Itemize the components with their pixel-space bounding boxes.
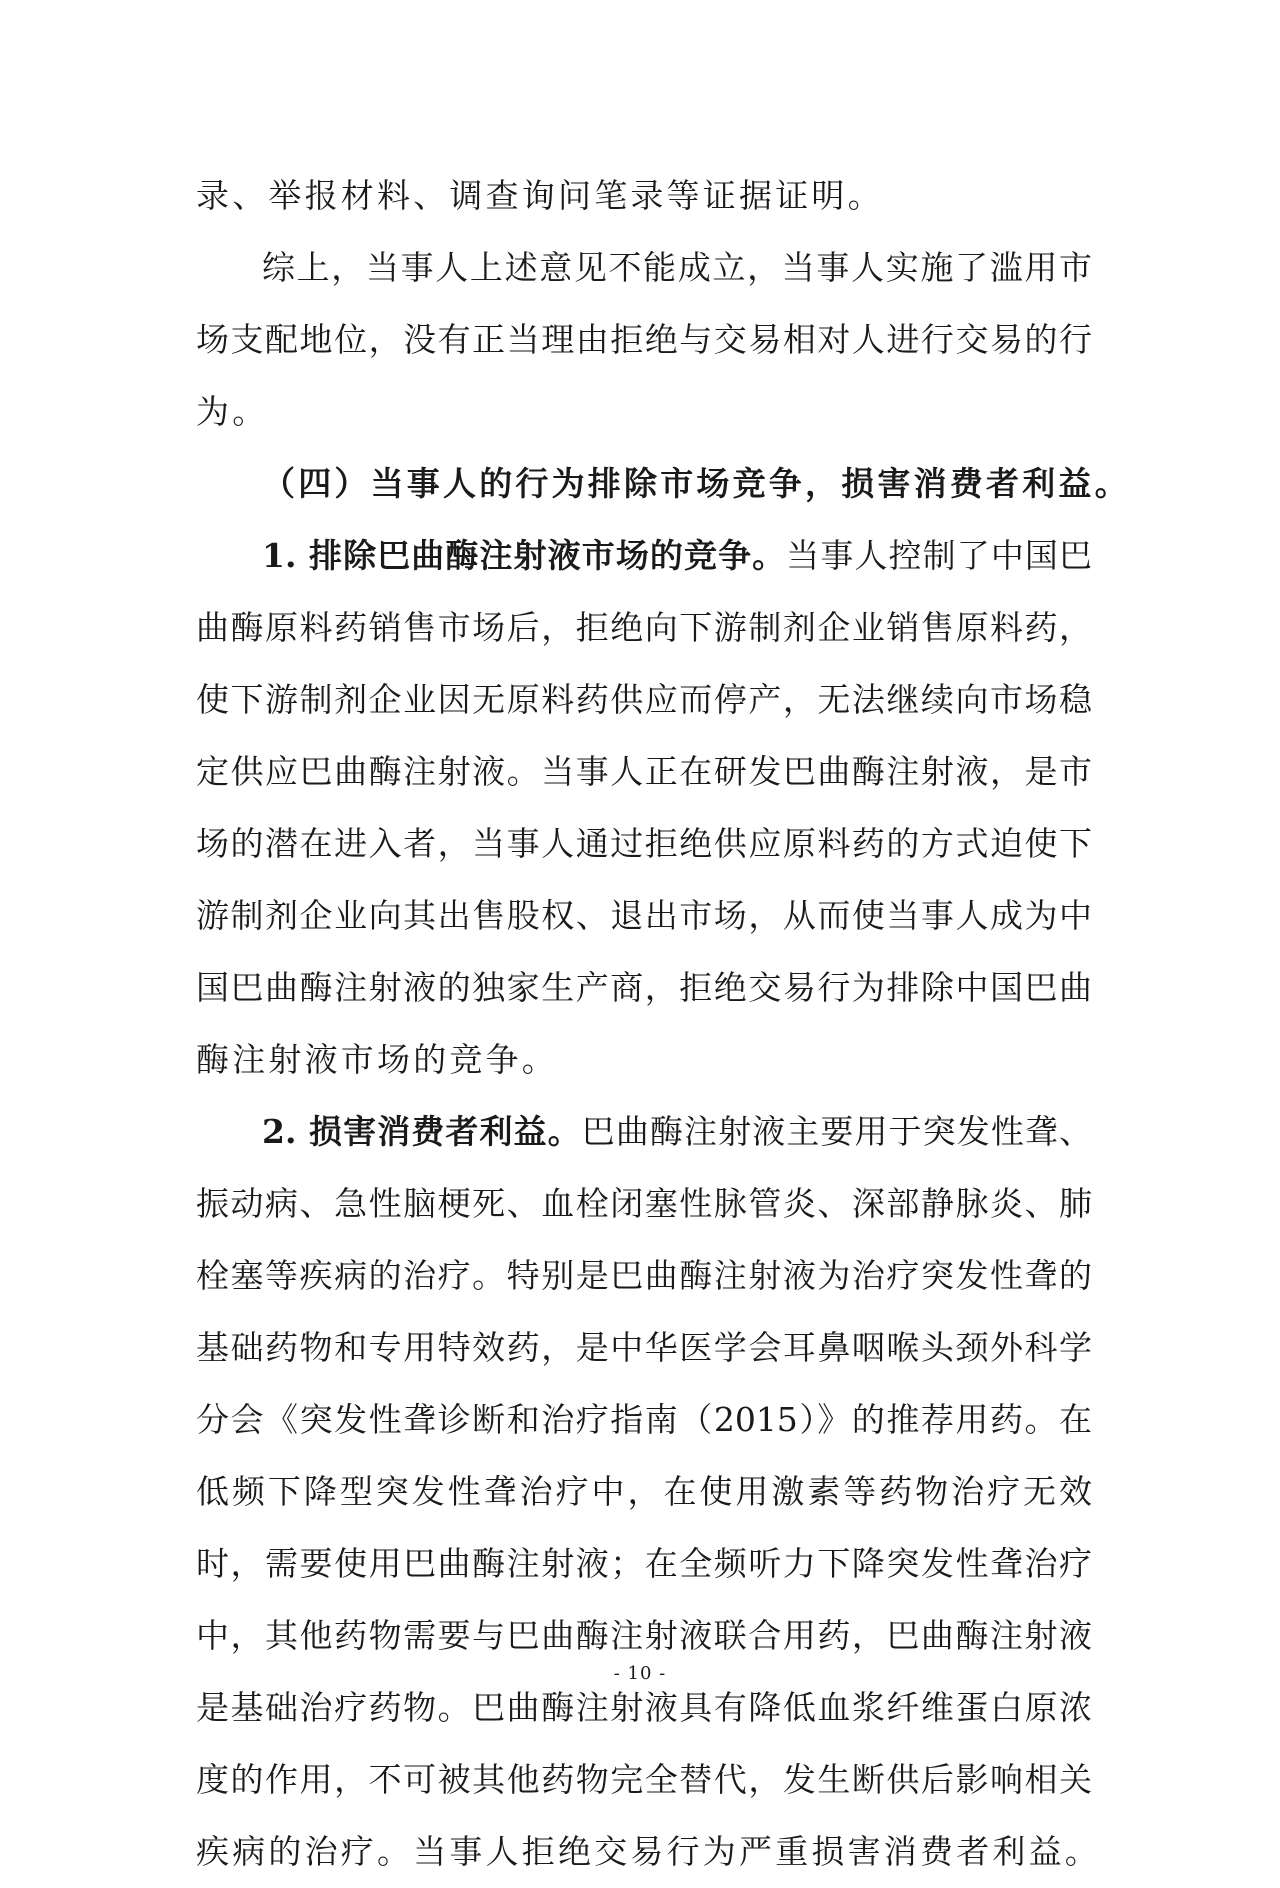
paragraph-line: 曲酶原料药销售市场后，拒绝向下游制剂企业销售原料药， [196, 608, 1092, 647]
section-heading: （四）当事人的行为排除市场竞争，损害消费者利益。 [262, 464, 1131, 503]
paragraph-lead: 1. 排除巴曲酶注射液市场的竞争。 [262, 536, 787, 575]
paragraph-text: 巴曲酶注射液主要用于突发性聋、 [581, 1112, 1092, 1151]
paragraph-line: 录、举报材料、调查询问笔录等证据证明。 [196, 176, 884, 215]
paragraph-line: 场的潜在进入者，当事人通过拒绝供应原料药的方式迫使下 [196, 824, 1092, 863]
document-body [196, 160, 1131, 1888]
paragraph-line: 国巴曲酶注射液的独家生产商，拒绝交易行为排除中国巴曲 [196, 968, 1092, 1007]
paragraph-line: 游制剂企业向其出售股权、退出市场，从而使当事人成为中 [196, 896, 1092, 935]
paragraph-line: 栓塞等疾病的治疗。特别是巴曲酶注射液为治疗突发性聋的 [196, 1256, 1092, 1295]
paragraph-line: 定供应巴曲酶注射液。当事人正在研发巴曲酶注射液，是市 [196, 752, 1092, 791]
paragraph-line: 使下游制剂企业因无原料药供应而停产，无法继续向市场稳 [196, 680, 1092, 719]
paragraph-line: 基础药物和专用特效药，是中华医学会耳鼻咽喉头颈外科学 [196, 1328, 1092, 1367]
paragraph-lead: 2. 损害消费者利益。 [262, 1112, 582, 1151]
paragraph-line: 中，其他药物需要与巴曲酶注射液联合用药，巴曲酶注射液 [196, 1616, 1092, 1655]
paragraph-line: 度的作用，不可被其他药物完全替代，发生断供后影响相关 [196, 1760, 1092, 1799]
paragraph-line: 场支配地位，没有正当理由拒绝与交易相对人进行交易的行 [196, 320, 1092, 359]
paragraph-line: 时，需要使用巴曲酶注射液；在全频听力下降突发性聋治疗 [196, 1544, 1092, 1583]
paragraph-line: 酶注射液市场的竞争。 [196, 1040, 558, 1079]
paragraph-line: 是基础治疗药物。巴曲酶注射液具有降低血浆纤维蛋白原浓 [196, 1688, 1092, 1727]
paragraph-line: 振动病、急性脑梗死、血栓闭塞性脉管炎、深部静脉炎、肺 [196, 1184, 1092, 1223]
paragraph-text: 当事人控制了中国巴 [786, 536, 1092, 575]
paragraph-line: 低频下降型突发性聋治疗中，在使用激素等药物治疗无效 [196, 1472, 1092, 1511]
paragraph-line: 综上，当事人上述意见不能成立，当事人实施了滥用市 [262, 248, 1092, 287]
paragraph-line [196, 520, 1092, 592]
paragraph-line: 分会《突发性聋诊断和治疗指南（2015）》的推荐用药。在 [196, 1400, 1092, 1439]
paragraph-line: 疾病的治疗。当事人拒绝交易行为严重损害消费者利益。 [196, 1832, 1101, 1871]
paragraph-line [196, 1096, 1092, 1168]
paragraph-line: 为。 [196, 392, 269, 431]
page-number: - 10 - [613, 1663, 667, 1684]
